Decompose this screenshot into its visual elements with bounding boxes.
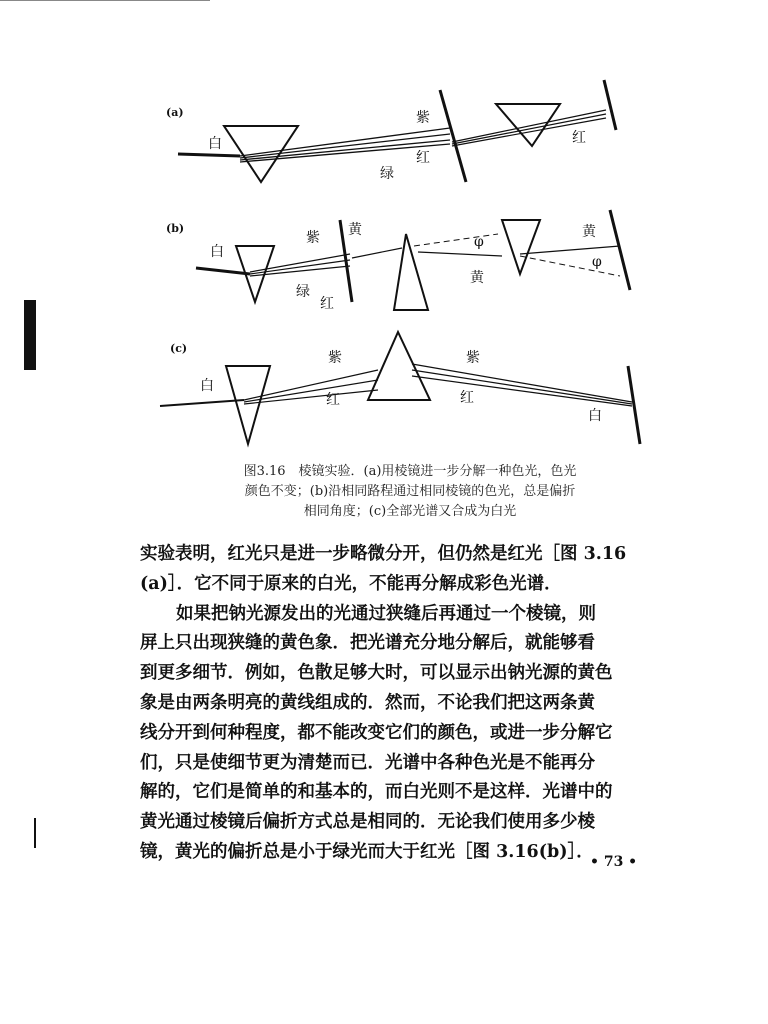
- label-red-c: 红: [326, 392, 340, 408]
- text-line: 解的，它们是简单的和基本的，而白光则不是这样．光谱中的: [140, 782, 613, 803]
- label-red-c-2: 红: [460, 390, 474, 406]
- text-line: 线分开到何种程度，都不能改变它们的颜色，或进一步分解它: [140, 722, 613, 743]
- label-red: 红: [416, 150, 430, 166]
- page-number: • 73 •: [590, 854, 638, 870]
- figure-caption: [200, 462, 620, 522]
- caption-line-1: 图3.16 棱镜实验．(a)用棱镜进一步分解一种色光，色光: [243, 464, 577, 479]
- panel-b-tag: (b): [166, 222, 185, 235]
- label-violet: 紫: [416, 110, 430, 126]
- label-yellow-b-3: 黄: [582, 224, 596, 240]
- panel-a: [166, 80, 616, 182]
- text-line: 到更多细节．例如，色散足够大时，可以显示出钠光源的黄色: [140, 663, 613, 684]
- label-white-c: 白: [200, 378, 214, 394]
- panel-b: [166, 210, 630, 312]
- body-text: [140, 540, 660, 868]
- prism-b-2: [394, 234, 428, 310]
- paragraph-2: [140, 600, 660, 868]
- incoming-beam: [178, 154, 240, 156]
- text-line: 镜，黄光的偏折总是小于绿光而大于红光［图 3.16(b)］．: [140, 841, 594, 862]
- text-line: (a)］．它不同于原来的白光，不能再分解成彩色光谱．: [140, 573, 562, 594]
- prism-diagram: [140, 70, 660, 460]
- binding-mark: [24, 300, 36, 370]
- label-white: 白: [208, 136, 222, 152]
- prism-1: [224, 126, 298, 182]
- text-line: 黄光通过棱镜后偏折方式总是相同的．无论我们使用多少棱: [140, 812, 595, 833]
- text-line: 实验表明，红光只是进一步略微分开，但仍然是红光［图 3.16: [140, 544, 627, 564]
- text-line: 屏上只出现狭缝的黄色象．把光谱充分地分解后，就能够看: [140, 633, 595, 654]
- label-phi-b-2: φ: [592, 254, 602, 270]
- prism-b-3: [502, 220, 540, 274]
- screen-2: [604, 80, 616, 130]
- label-green: 绿: [380, 166, 394, 182]
- prism-c-1: [226, 366, 270, 444]
- screen-c: [628, 366, 640, 444]
- caption-line-3: 相同角度；(c)全部光谱又合成为白光: [303, 504, 517, 519]
- label-violet-b: 紫: [306, 230, 320, 246]
- label-green-b: 绿: [296, 284, 310, 300]
- label-red-2: 红: [572, 130, 586, 146]
- label-phi-b: φ: [474, 234, 484, 250]
- label-red-b: 红: [320, 296, 334, 312]
- top-edge-rule: [0, 0, 210, 1]
- screen-1: [440, 90, 466, 182]
- label-yellow-b: 黄: [348, 222, 362, 238]
- label-violet-c: 紫: [328, 350, 342, 366]
- panel-a-tag: (a): [166, 106, 184, 119]
- text-line: 如果把钠光源发出的光通过狭缝后再通过一个棱镜，则: [176, 603, 596, 624]
- text-line: 们，只是使细节更为清楚而已．光谱中各种色光是不能再分: [140, 752, 595, 773]
- label-white-b: 白: [210, 244, 224, 260]
- label-violet-c-2: 紫: [466, 350, 480, 366]
- margin-tick: [34, 818, 36, 848]
- panel-c: [160, 332, 640, 444]
- caption-line-2: 颜色不变；(b)沿相同路程通过相同棱镜的色光，总是偏折: [244, 484, 576, 499]
- text-line: 象是由两条明亮的黄线组成的．然而，不论我们把这两条黄: [140, 692, 595, 713]
- panel-c-tag: (c): [170, 342, 188, 355]
- label-white-c-2: 白: [588, 408, 602, 424]
- label-yellow-b-2: 黄: [470, 270, 484, 286]
- screen-b-2: [610, 210, 630, 290]
- prism-experiment-figure: [140, 70, 660, 460]
- paragraph-1: [140, 540, 660, 600]
